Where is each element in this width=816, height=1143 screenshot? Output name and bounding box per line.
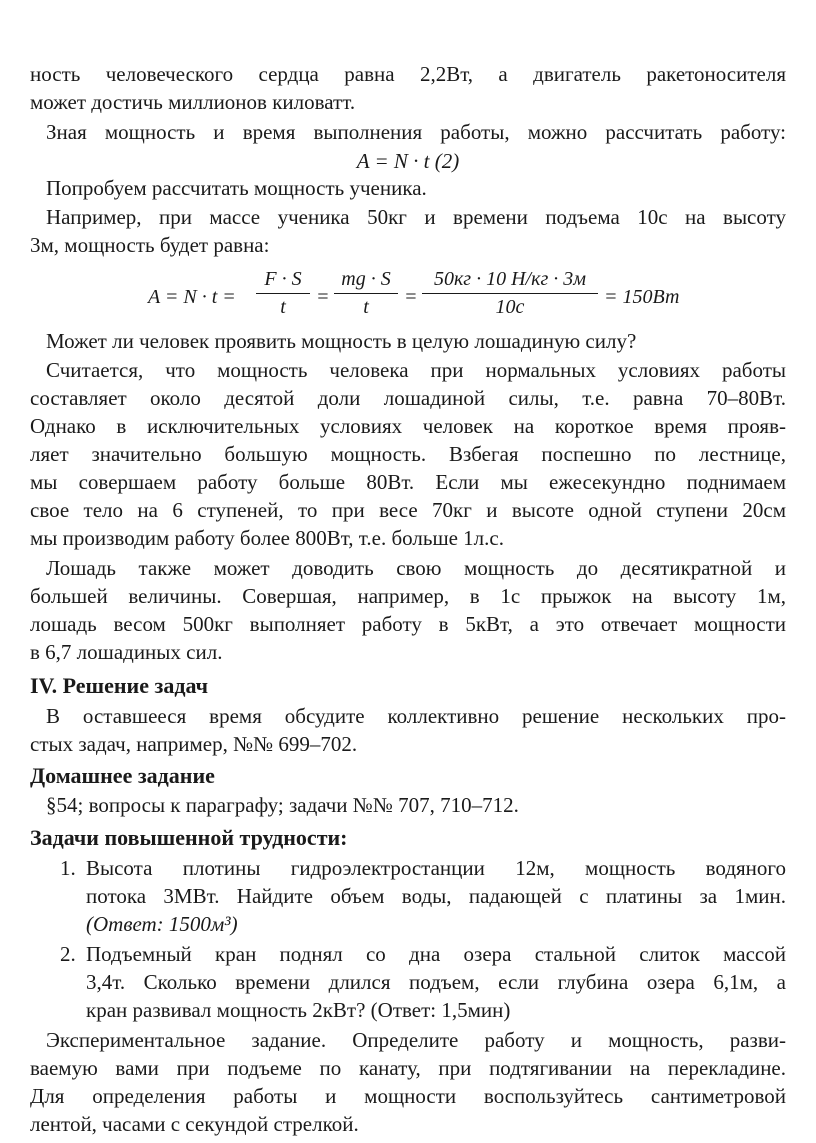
text-line: Например, при массе ученика 50кг и времени подъема 10с на высоту — [46, 205, 786, 229]
list-number: 2. — [60, 942, 76, 966]
text-line: свое тело на 6 ступеней, то при весе 70кг и высоте одной ступени 20см — [30, 498, 786, 522]
text-line: ность человеческого сердца равна 2,2Вт, а двигатель ракетоносителя — [30, 62, 786, 86]
text-line: Однако в исключительных условиях человек на короткое время прояв- — [30, 414, 786, 438]
list-item-line: потока 3МВт. Найдите объем воды, падающей с платины за 1мин. — [86, 884, 786, 908]
fraction-bar — [422, 293, 598, 294]
formula-result: = 150Вт — [604, 286, 680, 308]
text-line: может достичь миллионов киловатт. — [30, 90, 356, 114]
fraction-numerator: F · S — [264, 268, 302, 290]
formula-lhs: A = N · t = — [148, 286, 236, 308]
power-formula — [148, 268, 680, 328]
list-item-answer: (Ответ: 1500м³) — [86, 912, 238, 936]
list-item-line: Высота плотины гидроэлектростанции 12м, мощность водяного — [86, 856, 786, 880]
text-line: в 6,7 лошадиных сил. — [30, 640, 223, 664]
fraction-fs-t — [256, 268, 310, 319]
section-heading: Задачи повышенной трудности: — [30, 825, 348, 850]
fraction-numeric — [422, 268, 598, 319]
text-line: лентой, часами с секундой стрелкой. — [30, 1112, 359, 1136]
text-line: ляет значительно большую мощность. Взбегая поспешно по лестнице, — [30, 442, 786, 466]
text-line: большей величины. Совершая, например, в 1с прыжок на высоту 1м, — [30, 584, 786, 608]
fraction-bar — [256, 293, 310, 294]
formula-work: A = N · t (2) — [356, 149, 460, 173]
equals-sign: = — [404, 286, 418, 308]
text-line: составляет около десятой доли лошадиной силы, т.е. равна 70–80Вт. — [30, 386, 786, 410]
section-heading: Домашнее задание — [30, 763, 215, 788]
text-line: Для определения работы и мощности воспользуйтесь сантиметровой — [30, 1084, 786, 1108]
text-line: Попробуем рассчитать мощность ученика. — [46, 176, 427, 200]
text-line: мы совершаем работу больше 80Вт. Если мы ежесекундно поднимаем — [30, 470, 786, 494]
text-line: 3м, мощность будет равна: — [30, 233, 270, 257]
text-line: мы производим работу более 800Вт, т.е. больше 1л.с. — [30, 526, 504, 550]
text-line: лошадь весом 500кг выполняет работу в 5кВт, а это отвечает мощности — [30, 612, 786, 636]
text-line: §54; вопросы к параграфу; задачи №№ 707, 710–712. — [46, 793, 519, 817]
text-line: Экспериментальное задание. Определите работу и мощность, разви- — [46, 1028, 786, 1052]
text-line: Зная мощность и время выполнения работы, можно рассчитать работу: — [46, 120, 786, 144]
text-line: ваемую вами при подъеме по канату, при подтягивании на перекладине. — [30, 1056, 786, 1080]
equals-sign: = — [316, 286, 330, 308]
fraction-denominator: t — [280, 296, 286, 318]
fraction-bar — [334, 293, 398, 294]
fraction-numerator: 50кг · 10 Н/кг · 3м — [433, 268, 587, 290]
text-line: Считается, что мощность человека при нормальных условиях работы — [46, 358, 786, 382]
text-line: стых задач, например, №№ 699–702. — [30, 732, 358, 756]
list-item-line: 3,4т. Сколько времени длился подъем, если глубина озера 6,1м, а — [86, 970, 786, 994]
fraction-denominator: t — [363, 296, 369, 318]
text-line: Лошадь также может доводить свою мощность до десятикратной и — [46, 556, 786, 580]
section-heading: IV. Решение задач — [30, 673, 208, 698]
text-line: Может ли человек проявить мощность в целую лошадиную силу? — [46, 329, 637, 353]
fraction-mgs-t — [334, 268, 398, 319]
list-item-line: Подъемный кран поднял со дна озера стальной слиток массой — [86, 942, 786, 966]
fraction-numerator: mg · S — [341, 268, 391, 290]
list-item-line: кран развивал мощность 2кВт? (Ответ: 1,5мин) — [86, 998, 511, 1022]
fraction-denominator: 10с — [495, 296, 525, 318]
list-number: 1. — [60, 856, 76, 880]
text-line: В оставшееся время обсудите коллективно решение нескольких про- — [46, 704, 786, 728]
